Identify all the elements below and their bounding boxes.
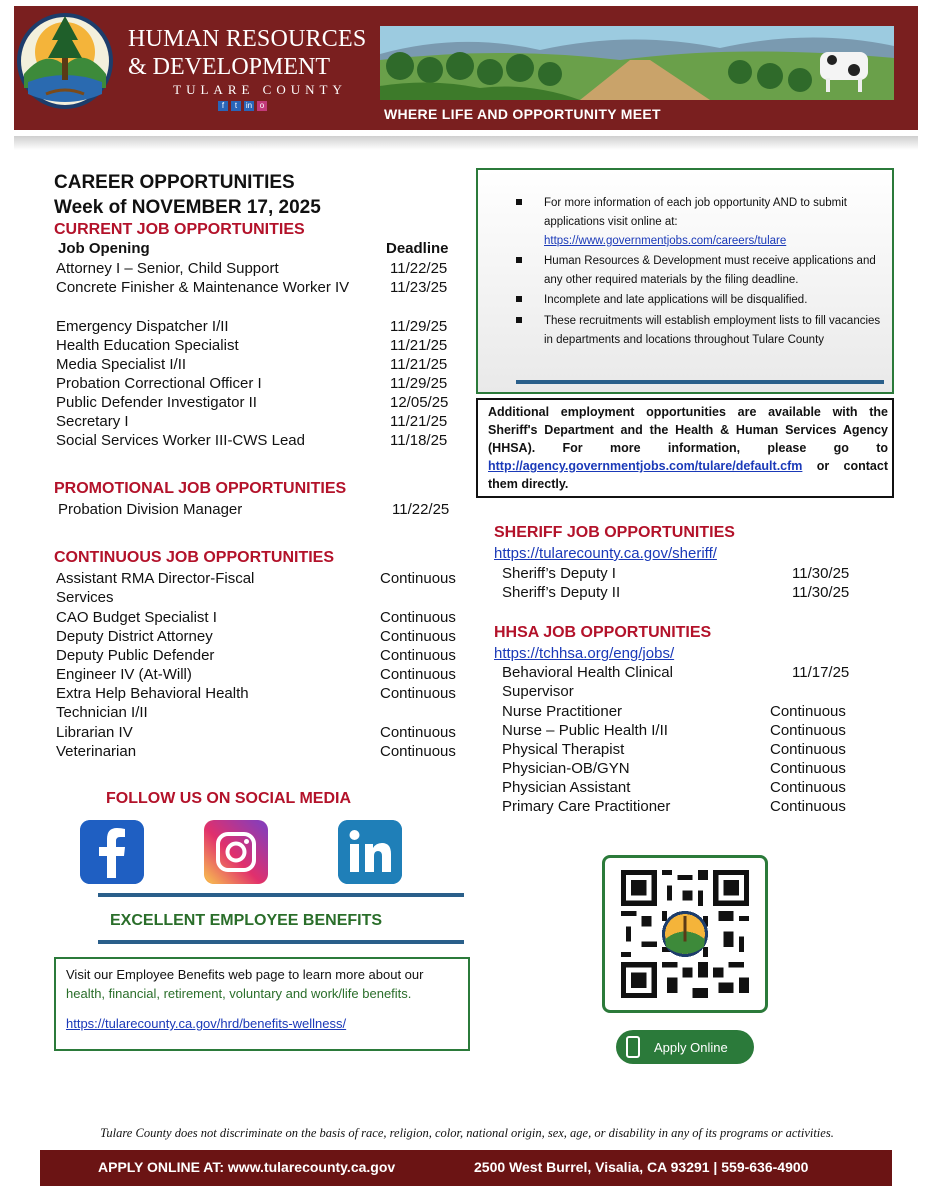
disclaimer: Tulare County does not discriminate on the basis of race, religion, color, national origin, sex, age, or disability in any of its programs or activities. — [100, 1126, 834, 1140]
job-title: Probation Division Manager — [58, 501, 243, 518]
benefits-text: Visit our Employee Benefits web page to learn more about our — [66, 967, 424, 982]
job-title: Librarian IV — [56, 724, 133, 741]
phone-icon — [626, 1036, 640, 1058]
county-logo — [16, 8, 114, 114]
mini-linkedin-icon[interactable]: in — [245, 101, 253, 110]
bullet-icon — [516, 296, 522, 302]
sheriff-link[interactable]: https://tularecounty.ca.gov/sheriff/ — [494, 545, 717, 562]
bullet-icon — [516, 317, 522, 323]
job-deadline: Continuous — [380, 609, 456, 626]
county-name: TULARE COUNTY — [173, 82, 347, 97]
job-deadline: Continuous — [380, 743, 456, 760]
job-deadline: Continuous — [380, 724, 456, 741]
job-title: Nurse Practitioner — [502, 703, 623, 720]
info-text: For more information of each job opportunity AND to submit applications visit online at: — [544, 197, 847, 228]
job-title: Sheriff’s Deputy I — [502, 565, 616, 582]
job-deadline: 11/23/25 — [390, 279, 448, 296]
benefits-text-green: health, financial, retirement, voluntary and work/life benefits. — [66, 986, 412, 1001]
column-header-deadline: Deadline — [386, 240, 449, 257]
job-deadline: Continuous — [380, 685, 456, 702]
job-title: Physician-OB/GYN — [502, 760, 630, 777]
qr-code-icon[interactable] — [619, 870, 751, 998]
mini-facebook-icon[interactable]: f — [218, 101, 228, 111]
job-title: Media Specialist I/II — [56, 356, 187, 373]
job-deadline: 11/30/25 — [792, 565, 850, 582]
social-media-heading: FOLLOW US ON SOCIAL MEDIA — [106, 790, 352, 807]
hr-title-line2: & DEVELOPMENT — [128, 54, 330, 80]
apply-online-label: Apply Online — [654, 1040, 728, 1055]
benefits-heading: EXCELLENT EMPLOYEE BENEFITS — [110, 912, 383, 929]
agency-link[interactable]: http://agency.governmentjobs.com/tulare/default.cfm — [488, 459, 803, 473]
divider — [98, 940, 464, 944]
job-title: Attorney I – Senior, Child Support — [56, 260, 279, 277]
job-title: Veterinarian — [56, 743, 137, 760]
hhsa-jobs-heading: HHSA JOB OPPORTUNITIES — [494, 624, 712, 641]
job-title: Behavioral Health Clinical Supervisor — [502, 664, 673, 700]
job-deadline: 11/18/25 — [390, 432, 448, 449]
job-title: Deputy Public Defender — [56, 647, 215, 664]
header-shadow — [14, 136, 918, 150]
landscape-illustration — [380, 26, 894, 100]
promotional-jobs-heading: PROMOTIONAL JOB OPPORTUNITIES — [54, 480, 347, 497]
bullet-icon — [516, 199, 522, 205]
job-deadline: 11/22/25 — [390, 260, 448, 277]
job-title: Engineer IV (At-Will) — [56, 666, 192, 683]
job-deadline: 11/22/25 — [392, 501, 450, 518]
job-title: Assistant RMA Director-Fiscal Services — [56, 570, 255, 606]
instagram-icon[interactable] — [204, 820, 268, 884]
mini-twitter-icon[interactable]: t — [231, 101, 241, 111]
facebook-icon[interactable] — [80, 820, 144, 884]
job-title: Health Education Specialist — [56, 337, 239, 354]
divider — [98, 893, 464, 897]
info-item — [544, 194, 884, 251]
job-deadline: 12/05/25 — [390, 394, 449, 411]
job-title: Probation Correctional Officer I — [56, 375, 262, 392]
job-deadline: Continuous — [770, 798, 846, 815]
job-title: Physician Assistant — [502, 779, 631, 796]
job-deadline: Continuous — [770, 741, 846, 758]
job-deadline: Continuous — [380, 647, 456, 664]
sheriff-jobs-heading: SHERIFF JOB OPPORTUNITIES — [494, 524, 735, 541]
week-title: Week of NOVEMBER 17, 2025 — [54, 197, 321, 218]
additional-text — [488, 403, 888, 493]
linkedin-icon[interactable] — [338, 820, 402, 884]
job-title: Concrete Finisher & Maintenance Worker IV — [56, 279, 350, 296]
current-jobs-heading: CURRENT JOB OPPORTUNITIES — [54, 221, 305, 238]
mini-instagram-icon[interactable]: o — [257, 101, 267, 111]
job-deadline: Continuous — [770, 703, 846, 720]
job-deadline: 11/21/25 — [390, 413, 448, 430]
job-title: Physical Therapist — [502, 741, 625, 758]
job-title: Social Services Worker III-CWS Lead — [56, 432, 305, 449]
hr-title-line1: HUMAN RESOURCES — [128, 26, 367, 52]
job-title: Deputy District Attorney — [56, 628, 213, 645]
job-deadline: Continuous — [770, 722, 846, 739]
tagline: WHERE LIFE AND OPPORTUNITY MEET — [384, 106, 661, 122]
info-item: Human Resources & Development must receive applications and any other required materials by the filing deadline. — [544, 255, 876, 286]
job-title: Secretary I — [56, 413, 129, 430]
job-deadline: Continuous — [770, 760, 846, 777]
job-deadline: 11/29/25 — [390, 375, 448, 392]
job-title: Primary Care Practitioner — [502, 798, 671, 815]
job-deadline: Continuous — [380, 666, 456, 683]
divider — [516, 380, 884, 384]
job-title: Sheriff’s Deputy II — [502, 584, 621, 601]
info-item: These recruitments will establish employment lists to fill vacancies in departments and locations throughout Tulare County — [544, 315, 881, 346]
additional-tail: or contact them directly. — [488, 459, 888, 491]
benefits-link[interactable]: https://tularecounty.ca.gov/hrd/benefits-wellness/ — [66, 1016, 347, 1031]
additional-body: Additional employment opportunities are available with the Sheriff's Department and the Health & Human Services Agency (HHSA). For more information, please go to — [488, 405, 888, 455]
job-deadline: Continuous — [380, 628, 456, 645]
job-title: CAO Budget Specialist I — [56, 609, 217, 626]
job-deadline: 11/30/25 — [792, 584, 850, 601]
job-deadline: 11/21/25 — [390, 356, 448, 373]
footer-apply-online[interactable]: APPLY ONLINE AT: www.tularecounty.ca.gov — [98, 1159, 396, 1175]
job-deadline: 11/21/25 — [390, 337, 448, 354]
info-item: Incomplete and late applications will be disqualified. — [544, 294, 808, 306]
job-title: Emergency Dispatcher I/II — [56, 318, 229, 335]
page-title: CAREER OPPORTUNITIES — [54, 172, 295, 193]
hhsa-link[interactable]: https://tchhsa.org/eng/jobs/ — [494, 645, 675, 662]
mini-social-icons — [218, 101, 267, 111]
footer-address: 2500 West Burrel, Visalia, CA 93291 | 559-636-4900 — [474, 1159, 809, 1175]
job-deadline: 11/29/25 — [390, 318, 448, 335]
governmentjobs-link[interactable]: https://www.governmentjobs.com/careers/tulare — [544, 235, 787, 247]
job-deadline: 11/17/25 — [792, 664, 850, 681]
bullet-icon — [516, 257, 522, 263]
job-title: Extra Help Behavioral Health Technician I/II — [56, 685, 249, 721]
job-title: Public Defender Investigator II — [56, 394, 257, 411]
column-header-job: Job Opening — [58, 240, 150, 257]
job-deadline: Continuous — [380, 570, 456, 587]
continuous-jobs-heading: CONTINUOUS JOB OPPORTUNITIES — [54, 549, 335, 566]
job-deadline: Continuous — [770, 779, 846, 796]
job-title: Nurse – Public Health I/II — [502, 722, 668, 739]
